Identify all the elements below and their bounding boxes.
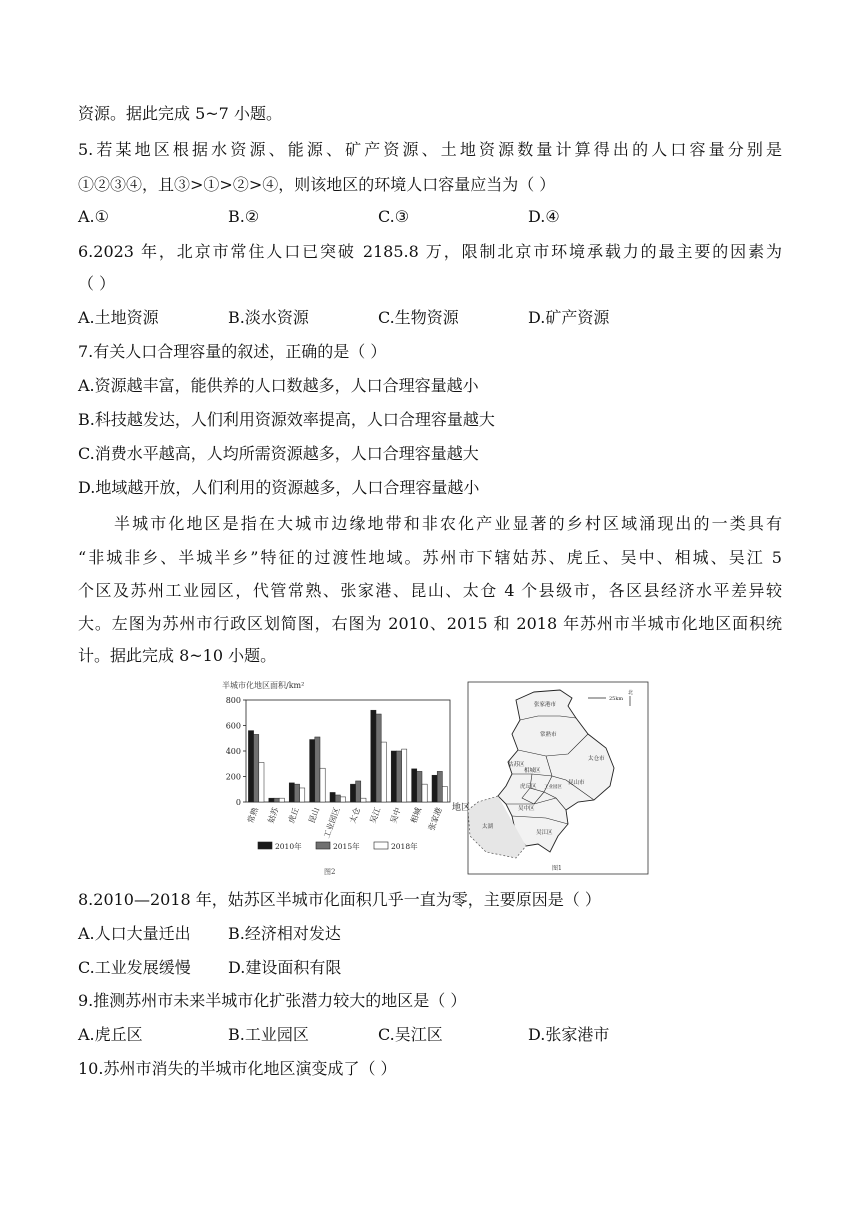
map-label-xiangcheng: 相城区 xyxy=(524,768,541,774)
map-label-kunshan: 昆山市 xyxy=(568,780,585,786)
chart-y-tick-label: 200 xyxy=(225,772,241,782)
chart-bar xyxy=(417,771,422,802)
chart-bar xyxy=(402,749,407,802)
chart-bar xyxy=(248,731,253,802)
map-label-taicang: 太仓市 xyxy=(588,756,605,762)
question-7-option-b[interactable]: B.科技越发达，人们利用资源效率提高，人口合理容量越大 xyxy=(78,410,495,429)
passage-line: 个区及苏州工业园区，代管常熟、张家港、昆山、太仓 4 个县级市，各区县经济水平差异较 xyxy=(78,581,782,600)
chart-y-tick-label: 600 xyxy=(225,721,241,731)
question-8-option-d[interactable]: D.建设面积有限 xyxy=(228,958,342,977)
question-6-option-c[interactable]: C.生物资源 xyxy=(378,308,459,327)
question-6-stem: 6.2023 年，北京市常住人口已突破 2185.8 万，限制北京市环境承载力的最主要的因素为 xyxy=(78,242,782,261)
chart-category-label: 吴江 xyxy=(368,806,383,825)
passage-line: 大。左图为苏州市行政区划简图，右图为 2010、2015 和 2018 年苏州市半城市化地区面积统 xyxy=(78,614,782,633)
chart-category-label: 吴中 xyxy=(388,806,403,825)
question-6-option-b[interactable]: B.淡水资源 xyxy=(228,308,309,327)
chart-bar xyxy=(396,751,401,802)
chart-category-label: 工业园区 xyxy=(322,806,342,840)
text-line: 资源。据此完成 5~7 小题。 xyxy=(78,104,282,123)
question-7-stem: 7.有关人口合理容量的叙述，正确的是（ ） xyxy=(78,342,387,361)
question-8-option-c[interactable]: C.工业发展缓慢 xyxy=(78,958,191,977)
chart-x-labels xyxy=(245,805,443,839)
chart-legend-label: 2018年 xyxy=(391,842,418,851)
chart-bar xyxy=(356,781,361,802)
chart-bars xyxy=(248,710,447,802)
question-7-option-d[interactable]: D.地域越开放，人们利用的资源越多，人口合理容量越小 xyxy=(78,478,480,497)
chart-bar xyxy=(340,797,345,802)
chart-bar xyxy=(412,769,417,802)
chart-title: 半城市化地区面积/km² xyxy=(222,681,305,690)
map-north-label: 北 xyxy=(628,690,634,696)
chart-category-label: 常熟 xyxy=(246,806,260,825)
question-6-stem-cont: （ ） xyxy=(78,274,116,293)
chart-bar xyxy=(310,740,315,802)
chart-legend-label: 2015年 xyxy=(333,842,360,851)
question-6-option-a[interactable]: A.土地资源 xyxy=(78,308,159,327)
chart-category-label: 昆山 xyxy=(307,806,322,825)
map-label-gusu: 姑苏区 xyxy=(508,762,525,768)
passage-line: 半城市化地区是指在大城市边缘地带和非农化产业显著的乡村区域涌现出的一类具有 xyxy=(114,514,782,533)
chart-legend-label: 2010年 xyxy=(275,842,302,851)
question-5-stem: 5.若某地区根据水资源、能源、矿产资源、土地资源数量计算得出的人口容量分别是 xyxy=(78,140,782,159)
question-9-option-b[interactable]: B.工业园区 xyxy=(228,1025,309,1044)
chart-legend-swatch xyxy=(374,842,388,849)
question-5-stem-cont: ①②③④，且③>①>②>④，则该地区的环境人口容量应当为（ ） xyxy=(78,175,556,194)
question-7-option-c[interactable]: C.消费水平越高，人均所需资源越多，人口合理容量越大 xyxy=(78,444,479,463)
chart-legend-swatch xyxy=(258,842,272,849)
chart-bar xyxy=(422,784,427,802)
map-label-changshu: 常熟市 xyxy=(540,732,557,738)
chart-bar xyxy=(315,737,320,802)
passage-line: “非城非乡、半城半乡”特征的过渡性地域。苏州市下辖姑苏、虎丘、吴中、相城、吴江 5 xyxy=(78,548,782,567)
chart-bar xyxy=(274,798,279,802)
map-label-taihu: 太湖 xyxy=(482,824,494,830)
chart-bar xyxy=(259,762,264,802)
chart-bar xyxy=(376,714,381,802)
map-label-wujiang: 吴江区 xyxy=(536,830,553,836)
figure-area xyxy=(216,676,786,880)
chart-bar xyxy=(279,798,284,802)
chart-bar xyxy=(437,771,442,802)
chart-legend xyxy=(258,841,418,851)
chart-bar xyxy=(381,742,386,802)
chart-y-tick-label: 0 xyxy=(235,798,241,807)
chart-bar xyxy=(330,792,335,802)
chart-y-tick-label: 800 xyxy=(225,696,241,705)
chart-y-tick-label: 400 xyxy=(225,747,241,756)
chart-category-label: 相城 xyxy=(409,806,424,825)
chart-category-label: 张家港 xyxy=(426,806,444,832)
chart-bar xyxy=(294,784,299,802)
chart-bar xyxy=(300,788,305,802)
chart-bar xyxy=(350,784,355,802)
chart-category-label: 姑苏 xyxy=(266,806,281,825)
question-9-option-a[interactable]: A.虎丘区 xyxy=(78,1025,143,1044)
question-10-stem: 10.苏州市消失的半城市化地区演变成了（ ） xyxy=(78,1059,397,1078)
chart-bar xyxy=(289,783,294,802)
map-label-wuzhong: 吴中区 xyxy=(518,806,535,812)
chart-bar xyxy=(269,798,274,802)
question-6-option-d[interactable]: D.矿产资源 xyxy=(528,308,610,327)
question-5-option-a[interactable]: A.① xyxy=(78,207,109,226)
chart-category-label: 虎丘 xyxy=(286,806,301,825)
chart-x-axis-label: 地区 xyxy=(452,803,471,813)
chart-bar xyxy=(442,787,447,802)
map-scale: 25km xyxy=(609,696,624,702)
chart-bar xyxy=(361,798,366,802)
question-8-option-a[interactable]: A.人口大量迁出 xyxy=(78,924,191,943)
question-7-option-a[interactable]: A.资源越丰富，能供养的人口数越多，人口合理容量越小 xyxy=(78,376,479,395)
map-caption: 图1 xyxy=(552,865,562,872)
chart-legend-swatch xyxy=(316,842,330,849)
chart-category-label: 太仓 xyxy=(348,806,362,825)
chart-bar xyxy=(391,751,396,802)
question-9-option-d[interactable]: D.张家港市 xyxy=(528,1025,610,1044)
question-8-stem: 8.2010—2018 年，姑苏区半城市化面积几乎一直为零，主要原因是（ ） xyxy=(78,890,601,909)
chart-bar xyxy=(254,734,259,802)
question-5-option-c[interactable]: C.③ xyxy=(378,207,410,226)
question-9-option-c[interactable]: C.吴江区 xyxy=(378,1025,443,1044)
chart-bar xyxy=(335,795,340,802)
question-9-stem: 9.推测苏州市未来半城市化扩张潜力较大的地区是（ ） xyxy=(78,991,467,1010)
question-5-option-b[interactable]: B.② xyxy=(228,207,260,226)
map-label-huqiu: 虎丘区 xyxy=(520,784,537,790)
passage-line: 计。据此完成 8~10 小题。 xyxy=(78,646,277,665)
question-5-option-d[interactable]: D.④ xyxy=(528,207,560,226)
chart-bar xyxy=(371,710,376,802)
chart-bar xyxy=(320,768,325,802)
question-8-option-b[interactable]: B.经济相对发达 xyxy=(228,924,341,943)
semi-urban-area-chart xyxy=(216,676,786,880)
map-label-zhangjiagang: 张家港市 xyxy=(534,702,557,708)
chart-bar xyxy=(432,775,437,802)
chart-caption: 图2 xyxy=(324,868,336,876)
suzhou-map xyxy=(468,682,648,874)
map-label-industrial-park: 工业园区 xyxy=(544,785,562,790)
